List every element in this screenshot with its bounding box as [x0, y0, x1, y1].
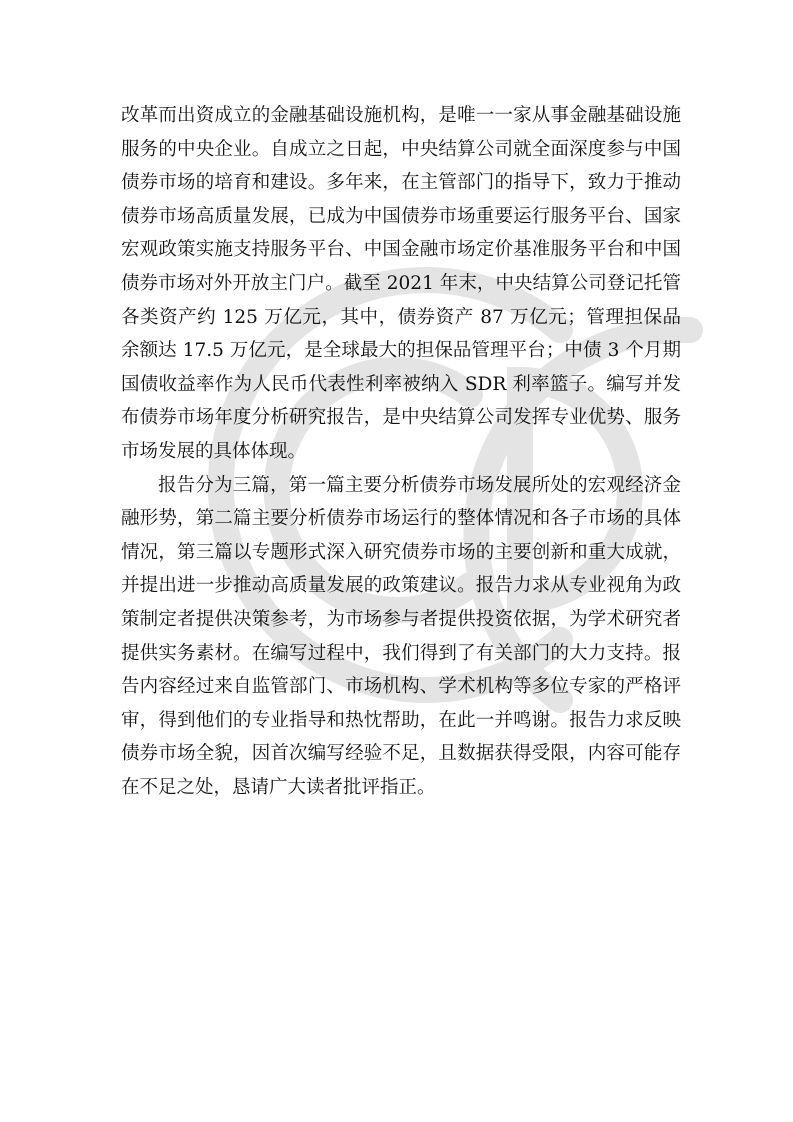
paragraph-1: 改革而出资成立的金融基础设施机构，是唯一一家从事金融基础设施服务的中央企业。自成立之日起，中央结算公司就全面深度参与中国债券市场的培育和建设。多年来，在主管部门的指导下，致力于推动债券市场高质量发展，已成为中国债券市场重要运行服务平台、国家宏观政策实施支持服务平台、中国金融市场定价基准服务平台和中国债券市场对外开放主门户。截至 2021 年末，中央结算公司登记托管各类资产约 125 万亿元，其中，债券资产 87 万亿元；管理担保品余额达 17.5 万亿元，是全球最大的担保品管理平台；中债 3 个月期国债收益率作为人民币代表性利率被纳入 SDR 利率篮子。编写并发布债券市场年度分析研究报告，是中央结算公司发挥专业优势、服务市场发展的具体体现。	[121, 105, 681, 462]
paragraph-2: 报告分为三篇，第一篇主要分析债券市场发展所处的宏观经济金融形势，第二篇主要分析债券市场运行的整体情况和各子市场的具体情况，第三篇以专题形式深入研究债券市场的主要创新和重大成就，并提出进一步推动高质量发展的政策建议。报告力求从专业视角为政策制定者提供决策参考，为市场参与者提供投资依据，为学术研究者提供实务素材。在编写过程中，我们得到了有关部门的大力支持。报告内容经过来自监管部门、市场机构、学术机构等多位专家的严格评审，得到他们的专业指导和热忱帮助，在此一并鸣谢。报告力求反映债券市场全貌，因首次编写经验不足，且数据获得受限，内容可能存在不足之处，恳请广大读者批评指正。	[121, 474, 681, 798]
body-text	[121, 99, 681, 804]
